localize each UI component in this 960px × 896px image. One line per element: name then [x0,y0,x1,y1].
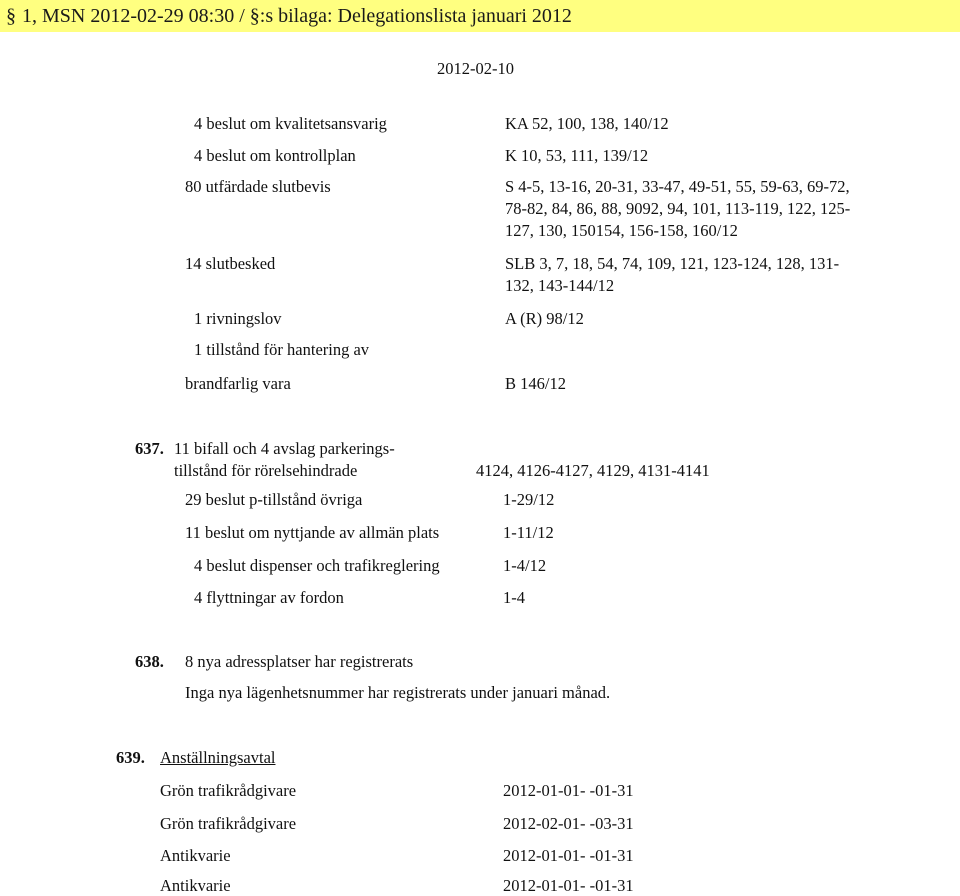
row-value-line: 127, 130, 150154, 156-158, 160/12 [505,221,738,240]
section-number: 637. [135,439,164,458]
section-text: Inga nya lägenhetsnummer har registrerats under januari månad. [185,683,611,702]
row-value: 4124, 4126-4127, 4129, 4131-4141 [476,461,710,480]
row-value: 1-4/12 [503,556,547,575]
row-label: 80 utfärdade slutbevis [185,177,331,196]
document-date: 2012-02-10 [437,59,514,78]
section-number: 638. [135,652,164,671]
row-label-line: 11 bifall och 4 avslag parkerings- [174,439,395,458]
row-value: 1-29/12 [503,490,555,509]
row-value-line: 132, 143-144/12 [505,276,615,295]
row-label-line: brandfarlig vara [185,374,291,393]
section-sign-icon: § [6,5,16,27]
row-label-line: 1 tillstånd för hantering av [194,340,370,359]
row-label: 4 beslut dispenser och trafikreglering [194,556,440,575]
section-heading: Anställningsavtal [160,748,276,767]
row-label: Grön trafikrådgivare [160,814,297,833]
row-label-line: tillstånd för rörelsehindrade [174,461,358,480]
row-label: Antikvarie [160,876,231,895]
row-value: 2012-01-01- -01-31 [503,876,634,895]
section-number: 639. [116,748,145,767]
row-label: 4 beslut om kontrollplan [194,146,356,165]
row-label: 14 slutbesked [185,254,276,273]
row-value-line: S 4-5, 13-16, 20-31, 33-47, 49-51, 55, 59-63, 69-72, [505,177,850,196]
row-value: 1-11/12 [503,523,554,542]
row-value: 2012-01-01- -01-31 [503,781,634,800]
row-value: A (R) 98/12 [505,309,584,328]
row-label: 11 beslut om nyttjande av allmän plats [185,523,440,542]
row-label: Antikvarie [160,846,231,865]
row-label: 4 beslut om kvalitetsansvarig [194,114,387,133]
row-value: 2012-02-01- -03-31 [503,814,634,833]
row-value-line: SLB 3, 7, 18, 54, 74, 109, 121, 123-124, 128, 131- [505,254,840,273]
row-value: 2012-01-01- -01-31 [503,846,634,865]
row-label: 1 rivningslov [194,309,282,328]
section-text: 8 nya adressplatser har registrerats [185,652,414,671]
row-label: 4 flyttningar av fordon [194,588,344,607]
row-value-line: 78-82, 84, 86, 88, 9092, 94, 101, 113-119, 122, 125- [505,199,851,218]
header-title: 1, MSN 2012-02-29 08:30 / §:s bilaga: Delegationslista januari 2012 [22,5,572,27]
row-value: K 10, 53, 111, 139/12 [505,146,649,165]
row-label: Grön trafikrådgivare [160,781,297,800]
document-header [0,0,960,32]
row-label: 29 beslut p-tillstånd övriga [185,490,363,509]
row-value: 1-4 [503,588,525,607]
row-value: B 146/12 [505,374,566,393]
row-value: KA 52, 100, 138, 140/12 [505,114,669,133]
